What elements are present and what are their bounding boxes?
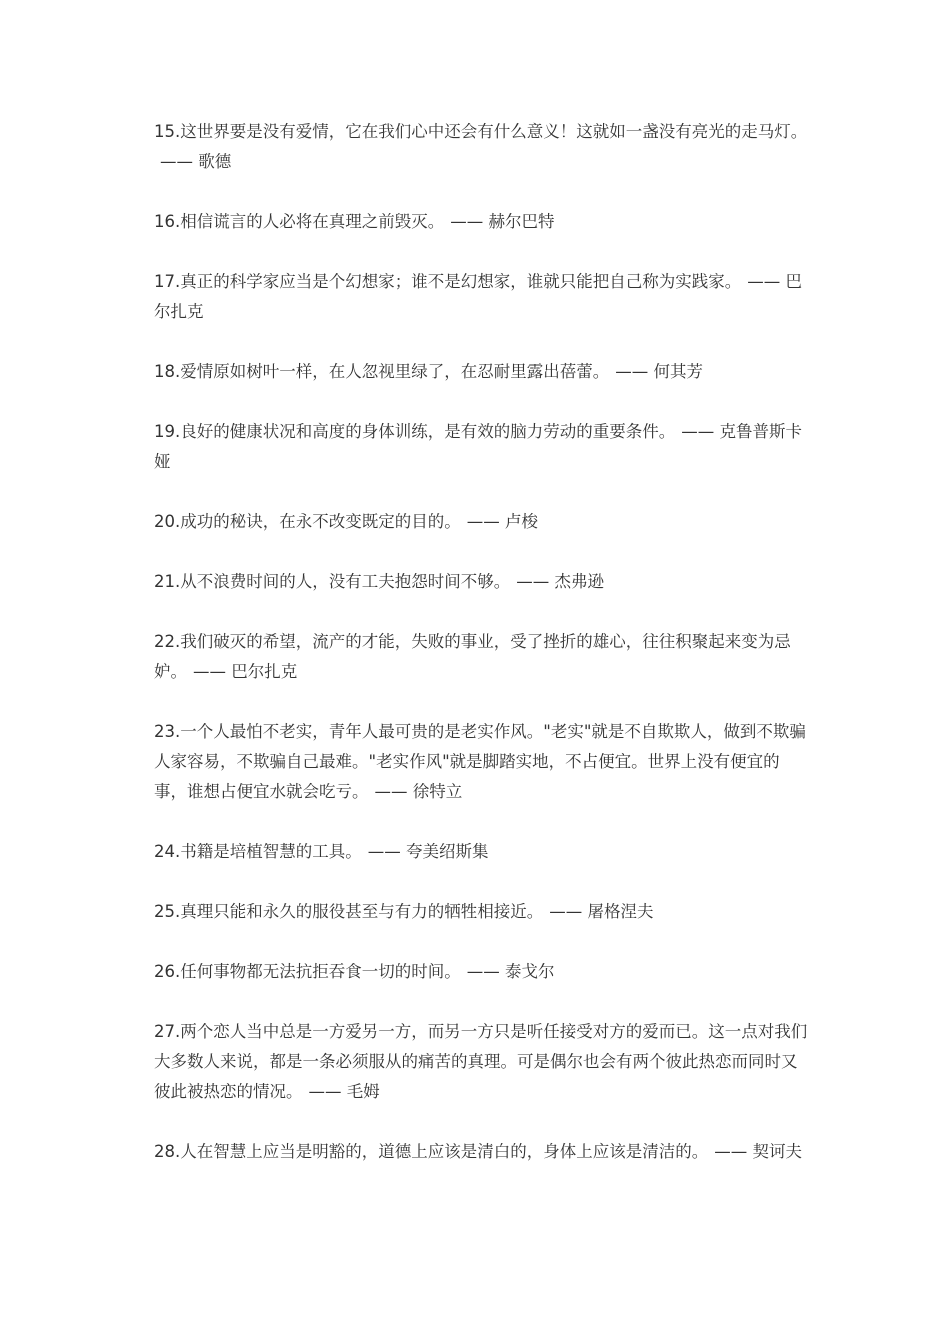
quote-item: [154, 897, 809, 927]
quote-author: —— 夸美绍斯集: [367, 842, 489, 861]
quote-item: [154, 357, 809, 387]
quote-author: —— 杰弗逊: [516, 572, 604, 591]
quote-text: 24.书籍是培植智慧的工具。: [154, 842, 362, 861]
quote-item: [154, 567, 809, 597]
quote-text: 16.相信谎言的人必将在真理之前毁灭。: [154, 212, 445, 231]
quote-author: —— 徐特立: [374, 782, 463, 801]
quote-author: —— 赫尔巴特: [450, 212, 555, 231]
quote-author: —— 泰戈尔: [466, 962, 555, 981]
quote-text: 22.我们破灭的希望，流产的才能，失败的事业，受了挫折的雄心，往往积聚起来变为忌妒。: [154, 632, 791, 681]
quote-item: [154, 117, 809, 177]
quote-item: [154, 717, 809, 807]
quote-text: 18.爱情原如树叶一样，在人忽视里绿了，在忍耐里露出蓓蕾。: [154, 362, 610, 381]
quote-author: —— 屠格涅夫: [549, 902, 654, 921]
quote-text: 28.人在智慧上应当是明豁的，道德上应该是清白的，身体上应该是清洁的。: [154, 1142, 709, 1161]
quote-text: 21.从不浪费时间的人，没有工夫抱怨时间不够。: [154, 572, 511, 591]
quote-item: [154, 957, 809, 987]
quote-item: [154, 507, 809, 537]
quote-author: —— 巴尔扎克: [154, 272, 802, 321]
quote-author: —— 卢梭: [466, 512, 538, 531]
quote-text: 17.真正的科学家应当是个幻想家；谁不是幻想家，谁就只能把自己称为实践家。: [154, 272, 742, 291]
quote-author: —— 歌德: [160, 152, 232, 171]
document-page: [154, 117, 809, 1197]
quote-item: [154, 627, 809, 687]
quote-item: [154, 1137, 809, 1167]
quote-item: [154, 267, 809, 327]
quote-author: —— 克鲁普斯卡娅: [154, 422, 802, 471]
quote-item: [154, 207, 809, 237]
quote-item: [154, 837, 809, 867]
quote-author: —— 毛姆: [308, 1082, 380, 1101]
quote-item: [154, 417, 809, 477]
quote-author: —— 巴尔扎克: [193, 662, 298, 681]
quote-author: —— 何其芳: [615, 362, 703, 381]
quote-text: 15.这世界要是没有爱情，它在我们心中还会有什么意义！这就如一盏没有亮光的走马灯。: [154, 122, 808, 141]
quote-author: —— 契诃夫: [714, 1142, 802, 1161]
quote-item: [154, 1017, 809, 1107]
quote-text: 27.两个恋人当中总是一方爱另一方，而另一方只是听任接受对方的爱而已。这一点对我们大多数人来说，都是一条必须服从的痛苦的真理。可是偶尔也会有两个彼此热恋而同时又彼此被热恋的情况。: [154, 1022, 808, 1101]
quote-text: 23.一个人最怕不老实，青年人最可贵的是老实作风。"老实"就是不自欺欺人，做到不欺骗人家容易，不欺骗自己最难。"老实作风"就是脚踏实地，不占便宜。世界上没有便宜的事，谁想占便宜水就会吃亏。: [154, 722, 806, 801]
quote-text: 25.真理只能和永久的服役甚至与有力的牺牲相接近。: [154, 902, 544, 921]
quote-text: 26.任何事物都无法抗拒吞食一切的时间。: [154, 962, 461, 981]
quote-text: 20.成功的秘诀，在永不改变既定的目的。: [154, 512, 461, 531]
quote-text: 19.良好的健康状况和高度的身体训练，是有效的脑力劳动的重要条件。: [154, 422, 676, 441]
